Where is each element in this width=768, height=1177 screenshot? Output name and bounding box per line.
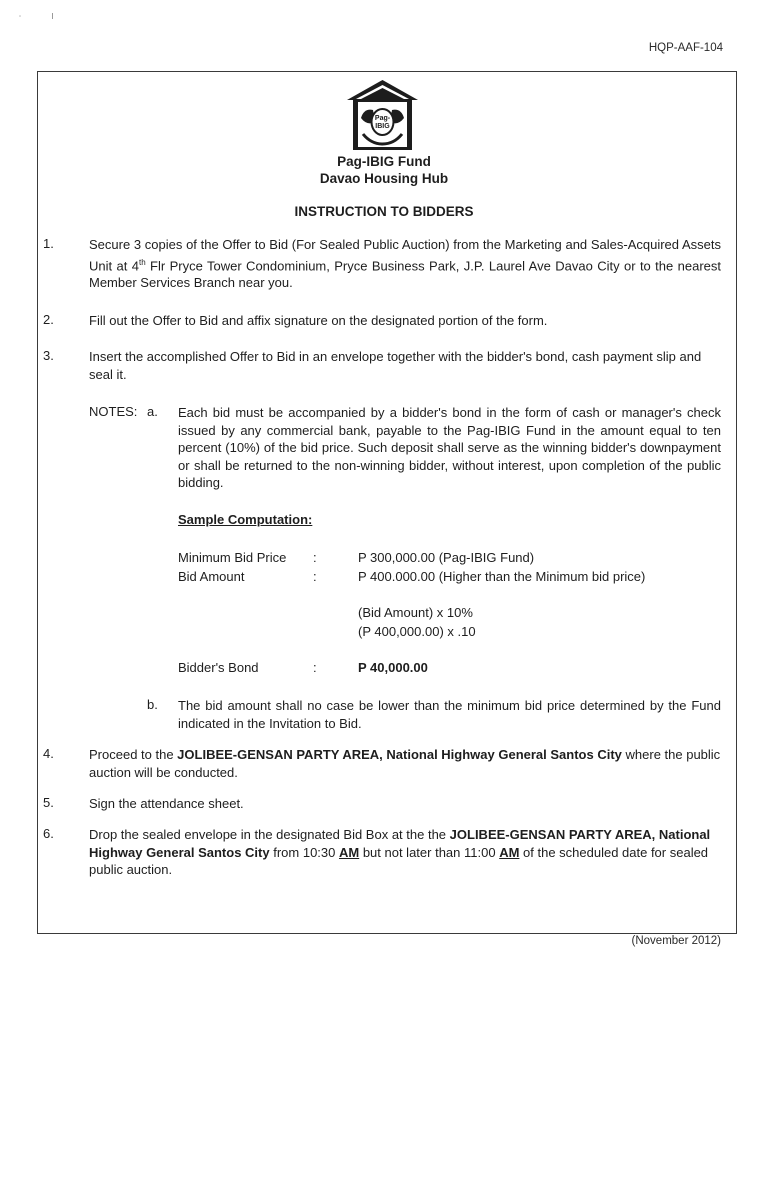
item-number: 4. — [43, 746, 54, 761]
venue-name: JOLIBEE-GENSAN PARTY AREA, National Highway General Santos City — [89, 827, 711, 860]
pag-ibig-logo — [345, 78, 420, 154]
sample-computation-title: Sample Computation: — [178, 512, 313, 527]
time-am: AM — [499, 844, 520, 860]
item-text-part: but not later than 11:00 — [359, 844, 500, 860]
item-text — [89, 826, 721, 879]
notes-label: NOTES: — [89, 404, 138, 419]
note-text: The bid amount shall no case be lower than the minimum bid price determined by the Fund indicated in the Invitation to Bid. — [178, 698, 721, 731]
org-hub: Davao Housing Hub — [319, 171, 449, 186]
item-number: 6. — [43, 826, 54, 841]
item-text-part: Flr Pryce Tower Condominium, Pryce Business Park, J.P. Laurel Ave Davao City or to the nearest Member Services Branch near you. — [89, 257, 722, 291]
item-text: Fill out the Offer to Bid and affix signature on the designated portion of the form. — [89, 313, 548, 328]
footer-date: (November 2012) — [631, 935, 721, 947]
item-number: 2. — [43, 312, 54, 327]
item-number: 1. — [43, 236, 54, 251]
item-text-part: where the public auction will be conducted. — [89, 747, 721, 780]
bidders-bond-label: Bidder's Bond — [178, 660, 259, 675]
min-bid-label: Minimum Bid Price — [178, 550, 287, 565]
item-number: 5. — [43, 795, 54, 810]
note-letter: a. — [147, 404, 158, 419]
item-text-part: from 10:30 — [269, 844, 339, 860]
item-text-part: Drop the sealed envelope in the designated Bid Box at the the — [89, 827, 450, 842]
colon: : — [313, 550, 317, 565]
item-text — [89, 746, 721, 781]
form-code: HQP-AAF-104 — [648, 42, 723, 54]
formula-line: (P 400,000.00) x .10 — [358, 624, 476, 639]
item-number: 3. — [43, 348, 54, 363]
time-am: AM — [338, 844, 360, 860]
colon: : — [313, 569, 317, 584]
logo-text-line1: Pag- — [374, 115, 391, 122]
item-text-part: Secure 3 copies of the Offer to Bid (For Sealed Public Auction) from the Marketing and Sales-Acquired Assets Unit at 4 — [89, 237, 721, 273]
min-bid-value: P 300,000.00 (Pag-IBIG Fund) — [358, 550, 535, 565]
bid-amount-value: P 400.000.00 (Higher than the Minimum bid price) — [358, 569, 646, 584]
bidders-bond-value: P 40,000.00 — [358, 660, 428, 675]
superscript: th — [138, 257, 146, 267]
page-title: INSTRUCTION TO BIDDERS — [294, 204, 474, 219]
item-text-part: of the scheduled date for sealed public auction. — [89, 844, 709, 877]
item-text: Insert the accomplished Offer to Bid in an envelope together with the bidder's bond, cash payment slip and seal it. — [89, 349, 702, 382]
formula-line: (Bid Amount) x 10% — [358, 605, 473, 620]
note-text: Each bid must be accompanied by a bidder's bond in the form of cash or manager's check issued by any commercial bank, payable to the Pag-IBIG Fund in the amount equal to ten percent (10%) of the bid price. Such deposit shall serve as the winning bidder's downpayment or shall be returned to the non-winning bidder, without interest, upon completion of the public bidding. — [178, 405, 721, 491]
colon: : — [313, 660, 317, 675]
item-text: Sign the attendance sheet. — [89, 796, 244, 811]
logo-text-line2: IBIG — [375, 123, 390, 130]
venue-name: JOLIBEE-GENSAN PARTY AREA, National Highway General Santos City — [177, 747, 622, 762]
note-letter: b. — [147, 697, 158, 712]
org-name: Pag-IBIG Fund — [337, 154, 431, 169]
bid-amount-label: Bid Amount — [178, 569, 245, 584]
item-text-part: Proceed to the — [89, 747, 178, 762]
item-text — [89, 236, 721, 292]
